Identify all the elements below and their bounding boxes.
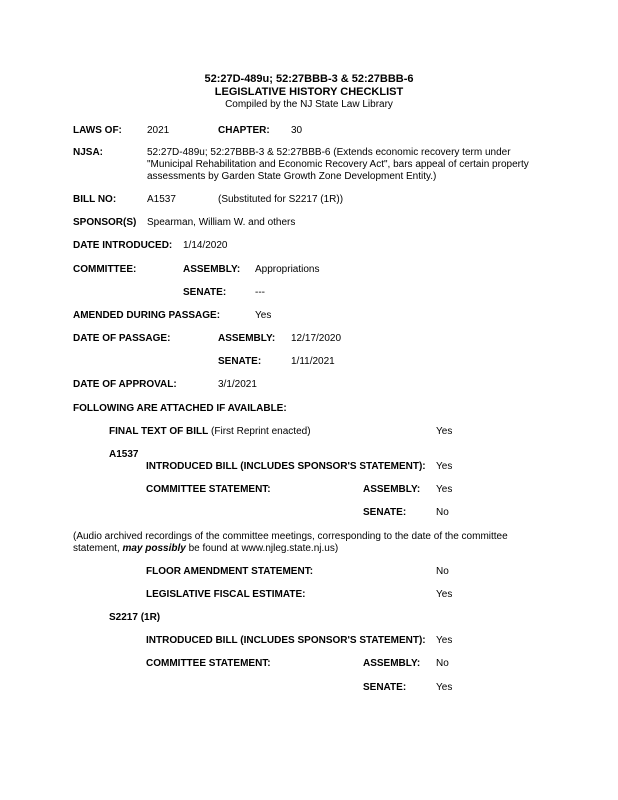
laws-of-value: 2021 bbox=[147, 125, 170, 136]
amended-value: Yes bbox=[255, 310, 272, 321]
final-text-label: FINAL TEXT OF BILL bbox=[109, 426, 209, 437]
njsa-line-2: "Municipal Rehabilitation and Economic Recovery Act", bars appeal of certain property bbox=[147, 159, 529, 170]
attached-heading: FOLLOWING ARE ATTACHED IF AVAILABLE: bbox=[73, 403, 287, 414]
fiscal-estimate-label: LEGISLATIVE FISCAL ESTIMATE: bbox=[146, 589, 306, 600]
s2217-assembly-label: ASSEMBLY: bbox=[363, 658, 421, 669]
a1537-introduced-value: Yes bbox=[436, 461, 453, 472]
njsa-line-3: assessments by Garden State Growth Zone Development Entity.) bbox=[147, 171, 437, 182]
passage-assembly-value: 12/17/2020 bbox=[291, 333, 342, 344]
bill-no-value: A1537 bbox=[147, 194, 176, 205]
a1537-assembly-value: Yes bbox=[436, 484, 453, 495]
chapter-value: 30 bbox=[291, 125, 303, 136]
passage-assembly-label: ASSEMBLY: bbox=[218, 333, 276, 344]
s2217-senate-value: Yes bbox=[436, 682, 453, 693]
audio-note-emphasis: may possibly bbox=[122, 543, 186, 554]
title-statutes: 52:27D-489u; 52:27BBB-3 & 52:27BBB-6 bbox=[204, 73, 414, 85]
final-text-row bbox=[109, 426, 311, 438]
passage-senate-value: 1/11/2021 bbox=[291, 356, 335, 367]
fiscal-estimate-value: Yes bbox=[436, 589, 453, 600]
a1537-introduced-label: INTRODUCED BILL (INCLUDES SPONSOR'S STATEMENT): bbox=[146, 461, 426, 472]
sponsors-value: Spearman, William W. and others bbox=[147, 217, 296, 228]
a1537-senate-label: SENATE: bbox=[363, 507, 407, 518]
floor-amendment-label: FLOOR AMENDMENT STATEMENT: bbox=[146, 566, 314, 577]
a1537-committee-label: COMMITTEE STATEMENT: bbox=[146, 484, 271, 495]
approval-value: 3/1/2021 bbox=[218, 379, 257, 390]
s2217-assembly-value: No bbox=[436, 658, 449, 669]
s2217-introduced-label: INTRODUCED BILL (INCLUDES SPONSOR'S STATEMENT): bbox=[146, 635, 426, 646]
date-introduced-label: DATE INTRODUCED: bbox=[73, 240, 173, 251]
final-text-value: Yes bbox=[436, 426, 453, 437]
audio-note-line-2 bbox=[73, 543, 338, 555]
passage-senate-label: SENATE: bbox=[218, 356, 262, 367]
passage-label: DATE OF PASSAGE: bbox=[73, 333, 171, 344]
chapter-label: CHAPTER: bbox=[218, 125, 270, 136]
compiled-by: Compiled by the NJ State Law Library bbox=[225, 99, 393, 110]
committee-assembly-label: ASSEMBLY: bbox=[183, 264, 241, 275]
committee-assembly-value: Appropriations bbox=[255, 264, 320, 275]
floor-amendment-value: No bbox=[436, 566, 449, 577]
a1537-label: A1537 bbox=[109, 449, 139, 460]
title-checklist: LEGISLATIVE HISTORY CHECKLIST bbox=[214, 86, 404, 98]
date-introduced-value: 1/14/2020 bbox=[183, 240, 228, 251]
sponsors-label: SPONSOR(S) bbox=[73, 217, 137, 228]
audio-note-line-1: (Audio archived recordings of the committee meetings, corresponding to the date of the committee bbox=[73, 531, 508, 542]
s2217-introduced-value: Yes bbox=[436, 635, 453, 646]
committee-label: COMMITTEE: bbox=[73, 264, 137, 275]
committee-senate-value: --- bbox=[255, 287, 265, 298]
audio-note-end: be found at www.njleg.state.nj.us) bbox=[188, 543, 339, 554]
committee-senate-label: SENATE: bbox=[183, 287, 227, 298]
s2217-label: S2217 (1R) bbox=[109, 612, 161, 623]
bill-substitution-note: (Substituted for S2217 (1R)) bbox=[218, 194, 344, 205]
njsa-line-1: 52:27D-489u; 52:27BBB-3 & 52:27BBB-6 (Extends economic recovery term under bbox=[147, 147, 511, 158]
bill-no-label: BILL NO: bbox=[73, 194, 117, 205]
audio-note-start: statement, bbox=[73, 543, 120, 554]
amended-label: AMENDED DURING PASSAGE: bbox=[73, 310, 221, 321]
laws-of-label: LAWS OF: bbox=[73, 125, 122, 136]
final-text-note: (First Reprint enacted) bbox=[211, 426, 311, 437]
a1537-senate-value: No bbox=[436, 507, 449, 518]
njsa-label: NJSA: bbox=[73, 147, 104, 158]
s2217-senate-label: SENATE: bbox=[363, 682, 407, 693]
approval-label: DATE OF APPROVAL: bbox=[73, 379, 177, 390]
a1537-assembly-label: ASSEMBLY: bbox=[363, 484, 421, 495]
s2217-committee-label: COMMITTEE STATEMENT: bbox=[146, 658, 271, 669]
